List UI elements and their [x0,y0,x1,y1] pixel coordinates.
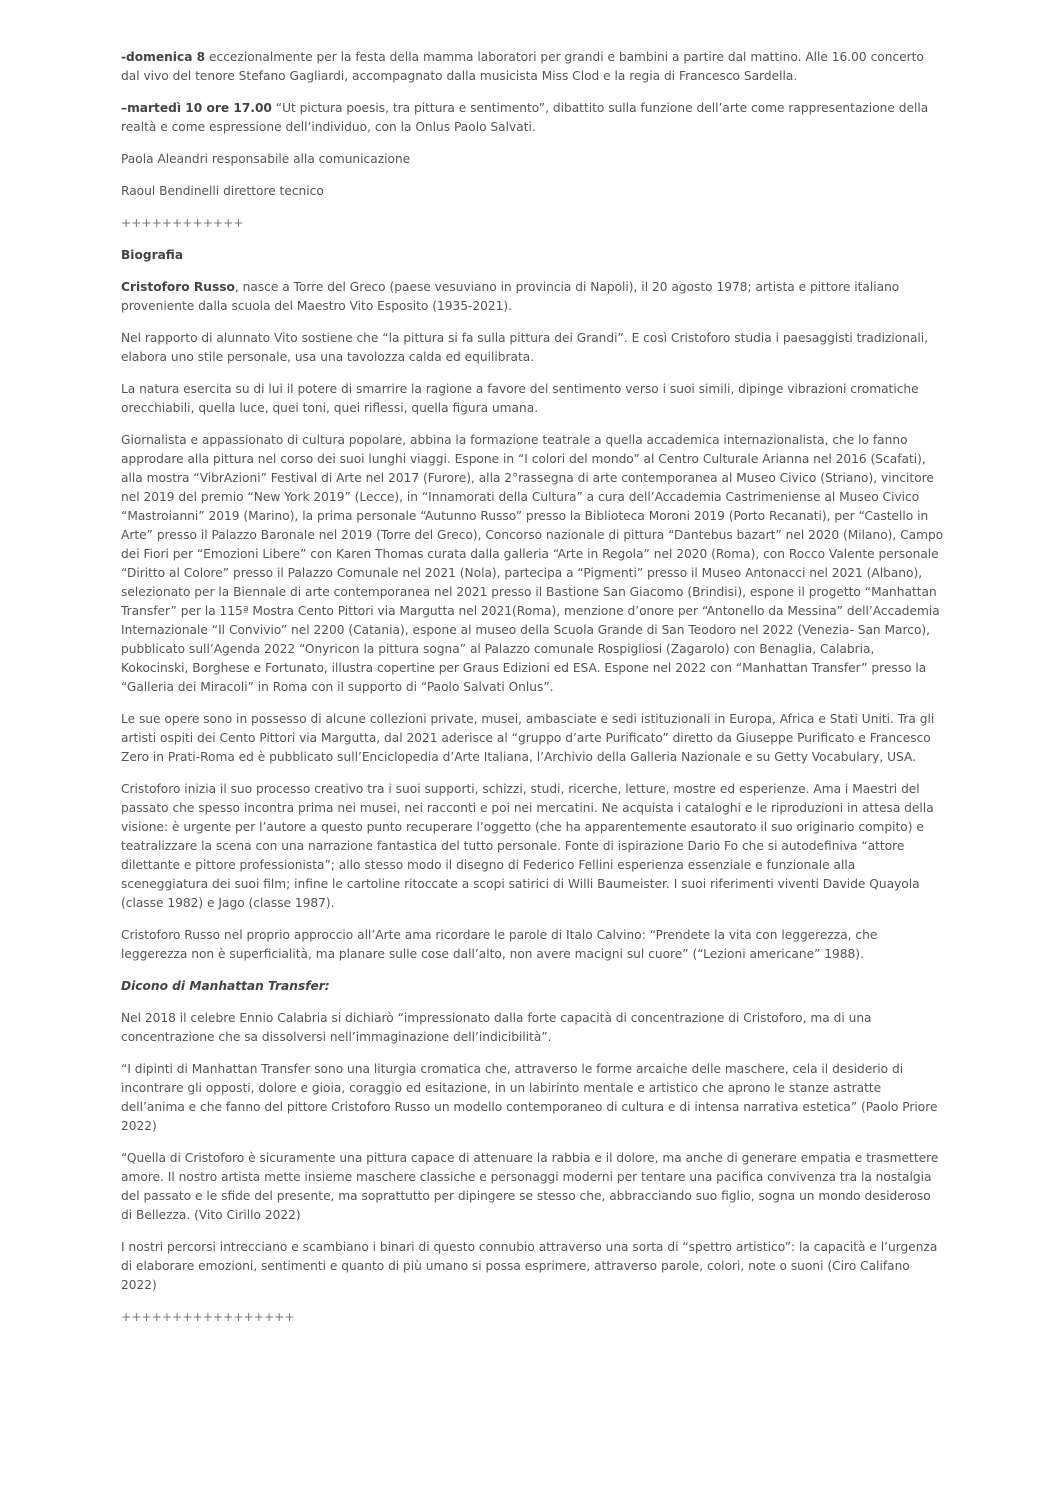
quote-paragraph: “Quella di Cristoforo è sicuramente una pittura capace di attenuare la rabbia e il dolore, ma anche di generare empatia e trasmettere amore. Il nostro artista mette insieme maschere classiche e personaggi moderni per tentare una pacifica convivenza tra la nostalgia del passato e le sfide del presente, ma soprattutto per dipingere se stesso che, abbracciando suo figlio, sogna un mondo desideroso di Bellezza. (Vito Cirillo 2022) [121,1151,939,1222]
staff-technical: Raoul Bendinelli direttore tecnico [121,184,324,198]
article-body [121,48,945,1340]
bio-paragraph: La natura esercita su di lui il potere di smarrire la ragione a favore del sentimento verso i suoi simili, dipinge vibrazioni cromatiche orecchiabili, quella luce, quei toni, quei riflessi, quella figura umana. [121,382,919,415]
event-text: “Ut pictura poesis, tra pittura e sentimento”, dibattito sulla funzione dell’arte come rappresentazione della realtà e come espressione dell’individuo, con la Onlus Paolo Salvati. [121,101,929,134]
biography-heading: Biografia [121,248,184,262]
event-sunday [121,48,945,86]
quotes-heading: Dicono di Manhattan Transfer: [121,979,330,993]
staff-communication: Paola Aleandri responsabile alla comunicazione [121,152,411,166]
bio-intro [121,278,945,316]
bio-paragraph: Le sue opere sono in possesso di alcune collezioni private, musei, ambasciate e sedi istituzionali in Europa, Africa e Stati Uniti. Tra gli artisti ospiti dei Cento Pittori via Margutta, dal 2021 aderisce al “gruppo d’arte Purificato” diretto da Giuseppe Purificato e Francesco Zero in Prati-Roma ed è pubblicato sull’Enciclopedia d’Arte Italiana, l’Archivio della Galleria Nazionale e su Getty Vocabulary, USA. [121,712,935,764]
event-day: -domenica 8 [121,50,206,64]
quote-paragraph: I nostri percorsi intrecciano e scambiano i binari di questo connubio attraverso una sorta di “spettro artistico”: la capacità e l’urgenza di elaborare emozioni, sentimenti e quanto di più umano si possa esprimere, attraverso parole, colori, note o suoni (Ciro Califano 2022) [121,1240,938,1292]
quote-paragraph: Nel 2018 il celebre Ennio Calabria si dichiarò “impressionato dalla forte capacità di concentrazione di Cristoforo, ma di una concentrazione che sa dissolversi nell’immaginazione dell’indicibilità”. [121,1011,872,1044]
separator: ++++++++++++ [121,216,244,230]
event-text: eccezionalmente per la festa della mamma laboratori per grandi e bambini a partire dal mattino. Alle 16.00 concerto dal vivo del tenore Stefano Gagliardi, accompagnato dalla musicista Miss Clod e la regia di Francesco Sardella. [121,50,924,83]
bio-paragraph: Cristoforo Russo nel proprio approccio all’Arte ama ricordare le parole di Italo Calvino: “Prendete la vita con leggerezza, che leggerezza non è superficialità, ma planare sulle cose dall’alto, non avere macigni sul cuore” (“Lezioni americane” 1988). [121,928,878,961]
separator: +++++++++++++++++ [121,1310,295,1324]
bio-paragraph: Cristoforo inizia il suo processo creativo tra i suoi supporti, schizzi, studi, ricerche, letture, mostre ed esperienze. Ama i Maestri del passato che spesso incontra prima nei musei, nei racconti e poi nei mercatini. Ne acquista i cataloghi e le riproduzioni in attesa della visione: è urgente per l’autore a questo punto recuperare l’oggetto (che ha apparentemente esautorato il suo originario compito) e teatralizzare la scena con una narrazione fantastica del tutto personale. Fonte di ispirazione Dario Fo che si autodefiniva “attore dilettante e pittore professionista”; allo stesso modo il disegno di Federico Fellini esperienza essenziale e funzionale alla sceneggiatura dei suoi film; infine le cartoline ritoccate a scopi satirici di Willi Baumeister. I suoi riferimenti viventi Davide Quayola (classe 1982) e Jago (classe 1987). [121,782,934,910]
bio-paragraph: Nel rapporto di alunnato Vito sostiene che “la pittura si fa sulla pittura dei Grandi”. E così Cristoforo studia i paesaggisti tradizionali, elabora uno stile personale, usa una tavolozza calda ed equilibrata. [121,331,929,364]
quote-paragraph: “I dipinti di Manhattan Transfer sono una liturgia cromatica che, attraverso le forme arcaiche delle maschere, cela il desiderio di incontrare gli opposti, dolore e gioia, coraggio ed esitazione, in un labirinto mentale e artistico che aprono le stanze astratte dell’anima e che fanno del pittore Cristoforo Russo un modello contemporaneo di cultura e di intensa narrativa estetica” (Paolo Priore 2022) [121,1062,938,1133]
bio-intro-text: , nasce a Torre del Greco (paese vesuviano in provincia di Napoli), il 20 agosto 1978; artista e pittore italiano proveniente dalla scuola del Maestro Vito Esposito (1935-2021). [121,280,900,313]
artist-name: Cristoforo Russo [121,280,235,294]
event-tuesday [121,99,945,137]
event-day: –martedì 10 ore 17.00 [121,101,272,115]
bio-paragraph: Giornalista e appassionato di cultura popolare, abbina la formazione teatrale a quella accademica internazionalista, che lo fanno approdare alla pittura nel corso dei suoi lunghi viaggi. Espone in “I colori del mondo” al Centro Culturale Arianna nel 2016 (Scafati), alla mostra “VibrAzioni” Festival di Arte nel 2017 (Furore), alla 2°rassegna di arte contemporanea al Museo Civico (Striano), vincitore nel 2019 del premio “New York 2019” (Lecce), in “Innamorati della Cultura” a cura dell’Accademia Castrimeniense al Museo Civico “Mastroianni” 2019 (Marino), la prima personale “Autunno Russo” presso la Biblioteca Moroni 2019 (Porto Recanati), per “Castello in Arte” presso il Palazzo Baronale nel 2019 (Torre del Greco), Concorso nazionale di pittura “Dantebus bazart” nel 2020 (Milano), Campo dei Fiori per “Emozioni Libere” con Karen Thomas curata dalla galleria “Arte in Regola” nel 2020 (Roma), con Rocco Valente personale “Diritto al Colore” presso il Palazzo Comunale nel 2021 (Nola), partecipa a “Pigmenti” presso il Museo Antonacci nel 2021 (Albano), selezionato per la Biennale di arte contemporanea nel 2021 presso il Bastione San Giacomo (Brindisi), espone il progetto “Manhattan Transfer” per la 115ª Mostra Cento Pittori via Margutta nel 2021(Roma), menzione d’onore per “Antonello da Messina” dell’Accademia Internazionale “Il Convivio” nel 2200 (Catania), espone al museo della Scuola Grande di San Teodoro nel 2022 (Venezia- San Marco), pubblicato sull’Agenda 2022 “Onyricon la pittura sogna” al Palazzo comunale Rospigliosi (Zagarolo) con Benaglia, Calabria, Kokocinski, Borghese e Fortunato, illustra copertine per Graus Edizioni ed ESA. Espone nel 2022 con “Manhattan Transfer” presso la “Galleria dei Miracoli” in Roma con il supporto di “Paolo Salvati Onlus”. [121,433,944,694]
